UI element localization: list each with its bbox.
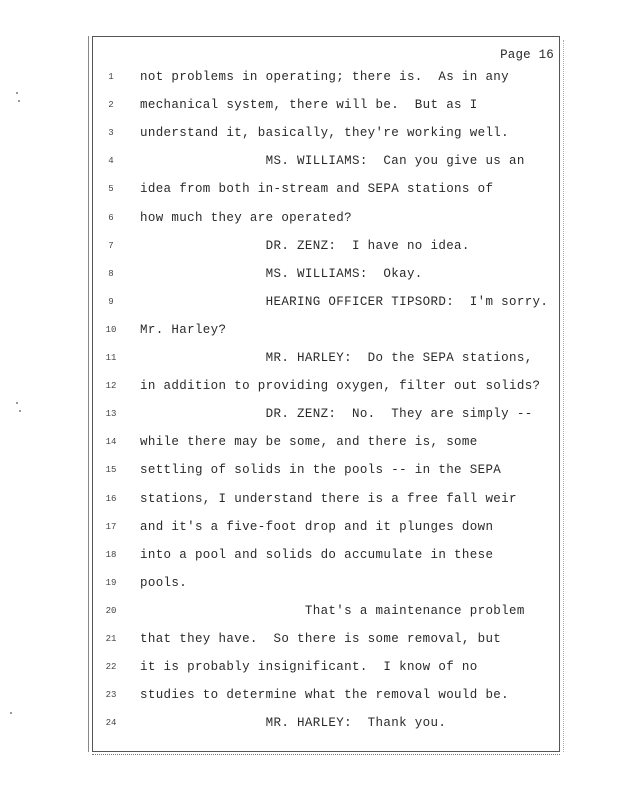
line-number: 7: [108, 240, 114, 251]
transcript-line: that they have. So there is some removal, but: [140, 632, 502, 646]
transcript-line: in addition to providing oxygen, filter out solids?: [140, 379, 541, 394]
line-number: 18: [105, 549, 117, 560]
line-number: 8: [108, 268, 114, 279]
line-number: 1: [108, 72, 114, 82]
line-number: 11: [105, 353, 117, 363]
transcript-line: pools.: [140, 575, 188, 590]
page-number: Page 16: [500, 48, 554, 62]
transcript-line: MS. WILLIAMS: Can you give us an: [140, 154, 525, 169]
transcript-line: it is probably insignificant. I know of no: [140, 660, 478, 675]
line-number: 21: [105, 634, 117, 644]
transcript-line: while there may be some, and there is, some: [140, 435, 478, 450]
line-number: 5: [108, 184, 114, 195]
transcript-line: into a pool and solids do accumulate in these: [140, 547, 494, 562]
bottom-edge-dots: [92, 754, 560, 756]
scan-speck: [19, 410, 21, 412]
scan-speck: [16, 92, 18, 94]
line-number: 4: [108, 156, 114, 167]
transcript-line: how much they are operated?: [140, 210, 352, 225]
scan-speck: [10, 712, 12, 714]
line-number: 12: [105, 381, 117, 392]
line-number: 20: [105, 605, 117, 616]
transcript-line: not problems in operating; there is. As in any: [140, 70, 510, 84]
transcript-line: HEARING OFFICER TIPSORD: I'm sorry.: [140, 294, 549, 309]
line-number: 14: [105, 437, 117, 448]
transcript-line: MR. HARLEY: Thank you.: [140, 716, 447, 731]
transcript-line: and it's a five-foot drop and it plunges down: [140, 519, 494, 534]
line-number: 9: [108, 296, 114, 307]
line-number: 2: [108, 100, 114, 111]
line-number: 6: [108, 212, 114, 223]
transcript-line: MS. WILLIAMS: Okay.: [140, 266, 423, 281]
transcript-line: That's a maintenance problem: [140, 603, 525, 618]
line-number: 10: [105, 324, 117, 335]
line-number: 16: [105, 493, 117, 504]
transcript-line: DR. ZENZ: I have no idea.: [140, 238, 470, 253]
right-edge-dots: [563, 40, 565, 752]
page-margin-line: [88, 36, 89, 752]
line-number: 22: [105, 662, 117, 673]
line-number: 19: [105, 577, 117, 588]
transcript-line: Mr. Harley?: [140, 322, 227, 337]
transcript-line: DR. ZENZ: No. They are simply --: [140, 407, 533, 422]
line-number: 17: [105, 521, 117, 532]
line-number: 24: [105, 718, 117, 729]
transcript-line: idea from both in-stream and SEPA stations of: [140, 182, 494, 197]
transcript-line: settling of solids in the pools -- in the SEPA: [140, 463, 502, 478]
transcript-line: mechanical system, there will be. But as I: [140, 98, 478, 113]
line-number: 15: [105, 465, 117, 476]
transcript-line: MR. HARLEY: Do the SEPA stations,: [140, 351, 533, 365]
line-number: 3: [108, 128, 114, 139]
transcript-line: stations, I understand there is a free fall weir: [140, 491, 517, 506]
scan-speck: [18, 100, 20, 102]
scan-speck: [16, 402, 18, 404]
transcript-line: understand it, basically, they're working well.: [140, 126, 510, 141]
transcript-line: studies to determine what the removal would be.: [140, 688, 510, 703]
line-number: 23: [105, 690, 117, 701]
line-number: 13: [105, 409, 117, 420]
